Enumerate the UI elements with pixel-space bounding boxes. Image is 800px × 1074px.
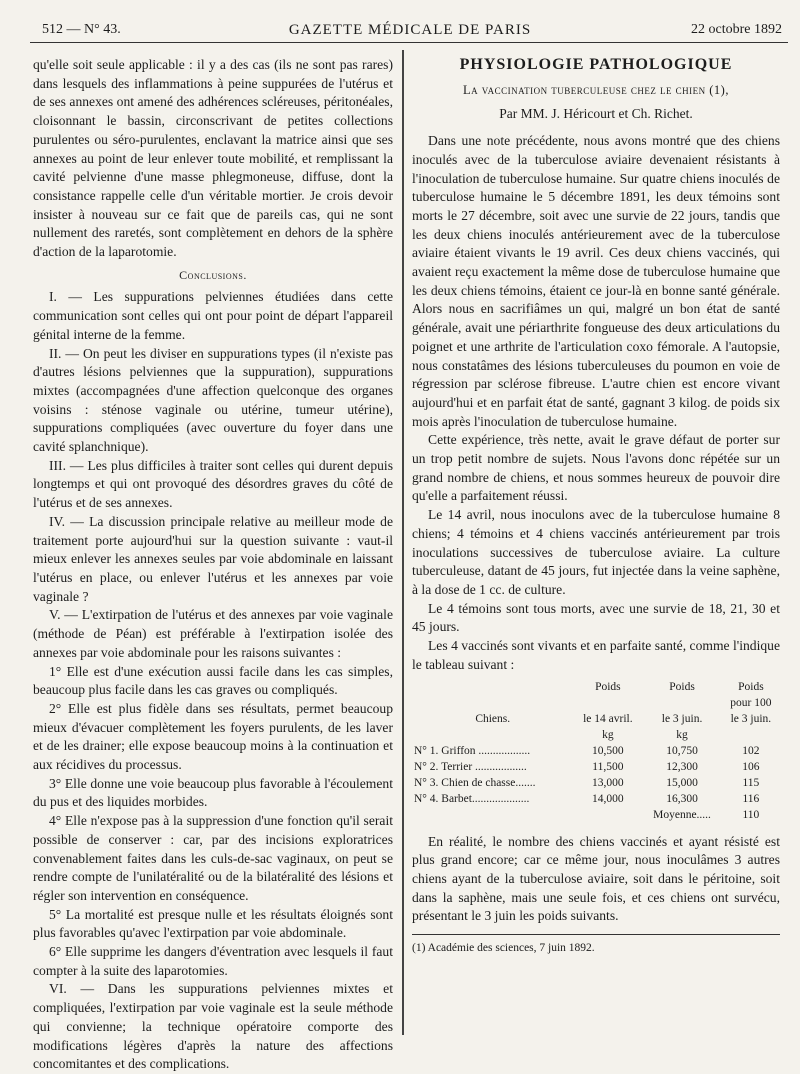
article-title: La vaccination tuberculeuse chez le chien (1), <box>463 82 729 97</box>
table-header-row <box>412 711 780 727</box>
header-rule <box>30 42 788 43</box>
mean-value: 110 <box>742 808 760 821</box>
weight-pct: 102 <box>742 744 760 757</box>
section-title: PHYSIOLOGIE PATHOLOGIQUE <box>459 56 733 73</box>
conclusion-2: II. — On peut les diviser en suppurations types (il n'existe pas d'autres lésions pelviennes que la suppuration), suppurations mixtes (accompagnées d'une affection quelconque des organes voisins : sténose vaginale ou utérine, tumeur utérine), suppurations compliquées (avec ouverture du foyer dans une cavité splanchnique). <box>33 345 393 455</box>
header-jun-top: Poids <box>669 680 695 693</box>
dog-name: N° 4. Barbet.................... <box>414 792 530 805</box>
table-header-row <box>412 695 780 711</box>
table-row <box>412 775 780 791</box>
weight-apr: 10,500 <box>592 744 624 757</box>
unit-jun: kg <box>676 728 688 741</box>
reason-1: 1° Elle est d'une exécution aussi facile dans les cas simples, beaucoup plus facile dans les cas graves ou compliqués. <box>33 663 393 698</box>
left-paragraph-1: qu'elle soit seule applicable : il y a des cas (ils ne sont pas rares) dans lesquels des inflammations à peine suppurées de l'utérus et de ses annexes ont amené des adhérences scléreuses, péritonéales, cloisonnant le bassin, circonscrivant de petites collections purulentes ou séro-purulentes, enclavant la matrice ainsi que ses annexes au point de leur enlever toute mobilité, et remplissant la cavité pelvienne d'une masse phlegmoneuse, diffuse, dont la consistance rappelle celle d'un véritable mortier. Je crois devoir insister à nouveau sur ce fait que de pareils cas, qui ne sont nullement des raretés, sont complètement en dehors de la sphère d'action de la laparotomie. <box>33 57 393 260</box>
reason-3: 3° Elle donne une voie beaucoup plus favorable à l'écoulement du pus et des liquides morbides. <box>33 775 393 810</box>
conclusion-5: V. — L'extirpation de l'utérus et des annexes par voie vaginale (méthode de Péan) est préférable à l'extirpation isolée des annexes par voie abdominale pour les raisons suivantes : <box>33 607 393 660</box>
header-pct: le 3 juin. <box>730 712 772 725</box>
header-pct-top: Poids <box>738 680 764 693</box>
right-paragraph-1: Dans une note précédente, nous avons montré que des chiens inoculés avec de la tuberculose aviaire devenaient résistants à l'inoculation de tuberculose humaine. Sur quatre chiens inoculés de tuberculose humaine le 5 décembre 1891, les deux témoins sont morts le 27 décembre, soit avec une survie de 22 jours, tandis que les deux chiens inoculés antérieurement avec de la tuberculose aviaire étaient vivants le 19 avril. Ces deux chiens vaccinés, qui avaient reçu exactement la même dose de tuberculose humaine que les deux chiens témoins, étaient ce jour-là en bonne santé générale. Alors nous en sacrifiâmes un qui, malgré un bon état de santé générale, avait une périarthrite fongueuse des deux articulations du poignet et une arthrite de l'articulation coxo fémorale. A l'autopsie, nous constatâmes des lésions tuberculeuses du poumon en voie de régression par sclérose fibreuse. L'autre chien est encore vivant aujourd'hui et en parfait état de santé, gagnant 3 kilog. de poids six mois après l'inoculation de tuberculose humaine. <box>412 133 780 429</box>
right-paragraph-4: Le 4 témoins sont tous morts, avec une survie de 18, 21, 30 et 45 jours. <box>412 600 780 635</box>
conclusion-3: III. — Les plus difficiles à traiter sont celles qui durent depuis longtemps et qui ont provoqué des désordres graves du côté de l'utérus et de ses annexes. <box>33 457 393 511</box>
dog-name: N° 1. Griffon .................. <box>414 744 531 757</box>
header-apr-top: Poids <box>595 680 621 693</box>
page-number: 512 — N° 43. <box>42 22 121 37</box>
journal-title: GAZETTE MÉDICALE DE PARIS <box>288 22 532 38</box>
weight-pct: 115 <box>742 776 760 789</box>
weight-jun: 16,300 <box>666 792 698 805</box>
reason-6: 6° Elle supprime les dangers d'éventration avec lesquels il faut compter à la suite des laparotomies. <box>33 944 393 978</box>
left-column <box>33 56 393 1074</box>
table-row <box>412 759 780 775</box>
page-header <box>30 20 790 40</box>
column-divider <box>402 50 404 1035</box>
dog-name: N° 2. Terrier .................. <box>414 760 527 773</box>
right-paragraph-6: En réalité, le nombre des chiens vaccinés et ayant résisté est plus grand encore; car ce même jour, nous inoculâmes 3 autres chiens ayant de la tuberculose aviaire, soit dans le péritoine, soit dans la saphène, mais une seule fois, et ces chiens ont survécu, présentant le 3 juin les poids suivants. <box>412 833 780 924</box>
conclusion-6: VI. — Dans les suppurations pelviennes mixtes et compliquées, l'extirpation par voie vaginale est la seule méthode qui convienne; la technique opératoire comporte des modifications légères d'après la nature des affections concomitantes et des complications. <box>33 981 393 1072</box>
conclusions-heading: Conclusions. <box>179 267 247 282</box>
header-pct-mid: pour 100 <box>730 696 772 709</box>
reason-5: 5° La mortalité est presque nulle et les résultats éloignés sont plus favorables qu'avec l'extirpation par voie abdominale. <box>33 906 393 941</box>
right-paragraph-5: Les 4 vaccinés sont vivants et en parfaite santé, comme l'indique le tableau suivant : <box>412 638 780 672</box>
header-dogs: Chiens. <box>475 712 511 725</box>
weight-jun: 10,750 <box>666 744 698 757</box>
mean-label: Moyenne..... <box>653 808 711 821</box>
article-authors: Par MM. J. Héricourt et Ch. Richet. <box>499 106 693 122</box>
dog-name: N° 3. Chien de chasse....... <box>414 776 536 789</box>
table-row <box>412 791 780 807</box>
reason-2: 2° Elle est plus fidèle dans ses résultats, permet beaucoup mieux d'évacuer complètement les foyers purulents, de les laver et de les drainer; elle expose beaucoup moins à la continuation et aux récidives du processus. <box>33 700 393 773</box>
conclusion-4: IV. — La discussion principale relative au meilleur mode de traitement porte aujourd'hui sur la question suivante : vaut-il mieux enlever les annexes seules par voie abdominale en laissant l'utérus en place, ou enlever l'utérus et les annexes par voie vaginale ? <box>33 513 393 604</box>
unit-apr: kg <box>602 728 614 741</box>
weight-apr: 13,000 <box>592 776 624 789</box>
weight-jun: 15,000 <box>666 776 698 789</box>
weights-table <box>412 679 780 823</box>
weight-pct: 116 <box>742 792 760 805</box>
weight-pct: 106 <box>742 760 760 773</box>
table-mean-row <box>412 807 780 823</box>
weight-apr: 11,500 <box>592 760 624 773</box>
header-jun: le 3 juin. <box>661 712 703 725</box>
weight-jun: 12,300 <box>666 760 698 773</box>
reason-4: 4° Elle n'expose pas à la suppression d'une fonction qu'il serait possible de conserver : car, par des incisions exploratrices convenablement faites dans les culs-de-sac vaginaux, on peut se rendre compte de l'unilatéralité ou de la bilatéralité des lésions et régler son intervention en conséquence. <box>33 813 393 903</box>
footnote: (1) Académie des sciences, 7 juin 1892. <box>412 942 595 955</box>
footnote-rule <box>412 934 780 935</box>
right-paragraph-2: Cette expérience, très nette, avait le grave défaut de porter sur un trop petit nombre de sujets. Nous l'avons donc répétée sur un grand nombre de chiens, et nous sommes heureux de pouvoir dire qu'elle a parfaitement réussi. <box>412 432 780 504</box>
table-header-row <box>412 679 780 695</box>
header-apr: le 14 avril. <box>583 712 633 725</box>
weight-apr: 14,000 <box>592 792 624 805</box>
table-units-row <box>412 727 780 743</box>
conclusion-1: I. — Les suppurations pelviennes étudiées dans cette communication sont celles qui ont pour point de départ l'appareil génital interne de la femme. <box>33 289 393 342</box>
right-paragraph-3: Le 14 avril, nous inoculons avec de la tuberculose humaine 8 chiens; 4 témoins et 4 chiens vaccinés antérieurement par trois inoculations successives de tuberculose aviaire. La culture tuberculeuse, datant de 45 jours, fut injectée dans la veine saphène, à la dose de 1 cc. de culture. <box>412 507 780 597</box>
right-column <box>412 56 780 956</box>
table-row <box>412 743 780 759</box>
issue-date: 22 octobre 1892 <box>691 22 782 37</box>
